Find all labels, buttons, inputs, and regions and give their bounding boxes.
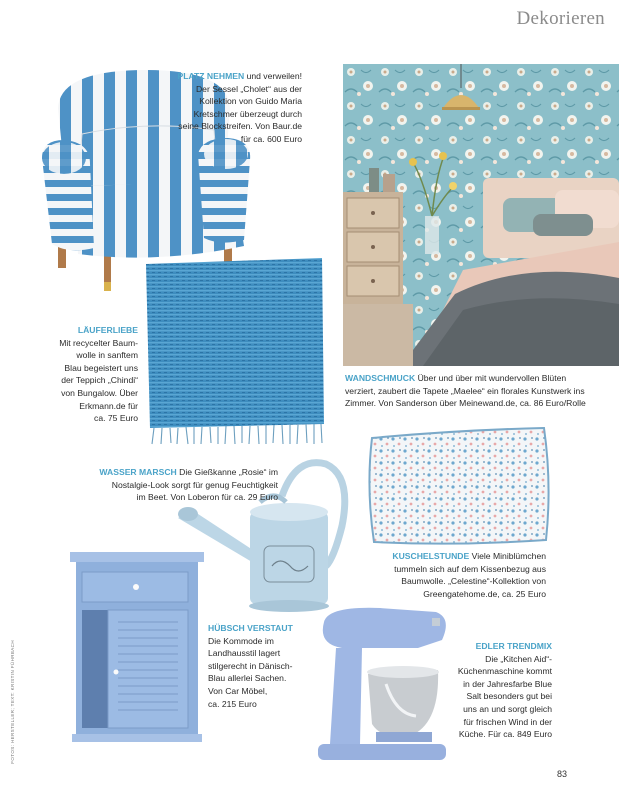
caption-wallpaper-line: Zimmer. Von Sanderson über Meinewand.de, ca. 86 Euro/Rolle [345, 398, 586, 409]
caption-mixer [448, 640, 552, 741]
caption-wallpaper-head: WANDSCHMUCK [345, 373, 416, 383]
caption-armchair-line: Kollektion von Guido Maria [199, 96, 302, 107]
caption-cabinet-line: stilgerecht in Dänisch- [208, 660, 293, 671]
caption-rug-line: Mit recycelter Baum- [59, 337, 138, 348]
caption-cushion-line: Greengatehome.de, ca. 25 Euro [423, 588, 546, 599]
caption-rug-line: wolle in sanftem [76, 350, 138, 361]
caption-rug-line: Erkmann.de für [79, 400, 138, 411]
caption-mixer-line: uns an und sorgt gleich [463, 703, 552, 714]
caption-wallpaper-line: Über und über mit wundervollen Blüten [415, 373, 567, 383]
caption-rug [44, 324, 138, 425]
caption-watering-can [60, 466, 278, 504]
caption-mixer-line: Küchenmaschine kommt [457, 666, 552, 677]
page-number: 83 [556, 769, 567, 779]
caption-mixer-line: in der Jahresfarbe Blue [463, 678, 552, 689]
caption-cushion-line: tummeln sich auf dem Kissenbezug aus [394, 563, 546, 574]
caption-cabinet-line: Die Kommode im [208, 635, 274, 646]
caption-cabinet-line: ca. 215 Euro [208, 698, 257, 709]
caption-mixer-line: für frischen Wind in der [463, 716, 552, 727]
caption-rug-head: LÄUFERLIEBE [77, 325, 138, 335]
caption-armchair-line: und verweilen! [244, 71, 302, 81]
caption-armchair-head: PLATZ NEHMEN [177, 71, 245, 81]
caption-cabinet-line: Von Car Möbel, [208, 685, 268, 696]
caption-watering-can-line: Nostalgie-Look sorgt für genug Feuchtigkeit [111, 479, 278, 490]
caption-armchair-line: Kretschmer überzeugt durch [193, 108, 302, 119]
caption-armchair [168, 70, 302, 146]
caption-watering-can-line: Die Gießkanne „Rosie“ im [176, 467, 278, 477]
caption-rug-line: Blau begeistert uns [64, 362, 138, 373]
caption-armchair-line: seine Blockstreifen. Von Baur.de [178, 121, 302, 132]
caption-cushion-line: Baumwolle. „Celestine“-Kollektion von [401, 576, 546, 587]
caption-mixer-line: Küche. Für ca. 849 Euro [458, 729, 552, 740]
section-title: Dekorieren [516, 8, 605, 29]
caption-watering-can-head: WASSER MARSCH [99, 467, 177, 477]
caption-cushion-line: Viele Miniblümchen [469, 551, 546, 561]
rug-image [144, 258, 326, 446]
caption-cabinet-line: Blau allerlei Sachen. [208, 673, 287, 684]
caption-rug-line: der Teppich „Chindi“ [61, 375, 138, 386]
caption-cabinet [208, 622, 308, 710]
caption-cushion [376, 550, 546, 600]
caption-mixer-line: Salt besonders gut bei [466, 691, 552, 702]
caption-rug-line: ca. 75 Euro [94, 413, 138, 424]
caption-rug-line: von Bungalow. Über [61, 387, 138, 398]
bedroom-photo [343, 64, 619, 366]
caption-armchair-line: Der Sessel „Cholet“ aus der [195, 83, 302, 94]
caption-cushion-head: KUSCHELSTUNDE [392, 551, 470, 561]
caption-cabinet-line: Landhausstil lagert [208, 648, 281, 659]
caption-wallpaper-line: verziert, zaubert die Tapete „Maelee“ ein florales Kunstwerk ins [345, 385, 585, 396]
caption-armchair-line: für ca. 600 Euro [240, 133, 302, 144]
caption-watering-can-line: im Beet. Von Loberon für ca. 29 Euro [136, 492, 278, 503]
caption-mixer-line: Die „Kitchen Aid“- [485, 653, 552, 664]
cushion-image [366, 424, 552, 546]
photo-credit: FOTOS: HERSTELLER; TEXT: KRISTIN FÜHRBACH [10, 640, 15, 764]
cabinet-image [68, 552, 206, 748]
caption-cabinet-head: HÜBSCH VERSTAUT [208, 623, 293, 633]
caption-mixer-head: EDLER TRENDMIX [475, 641, 552, 651]
caption-wallpaper [345, 372, 613, 410]
stand-mixer-image [306, 604, 454, 764]
